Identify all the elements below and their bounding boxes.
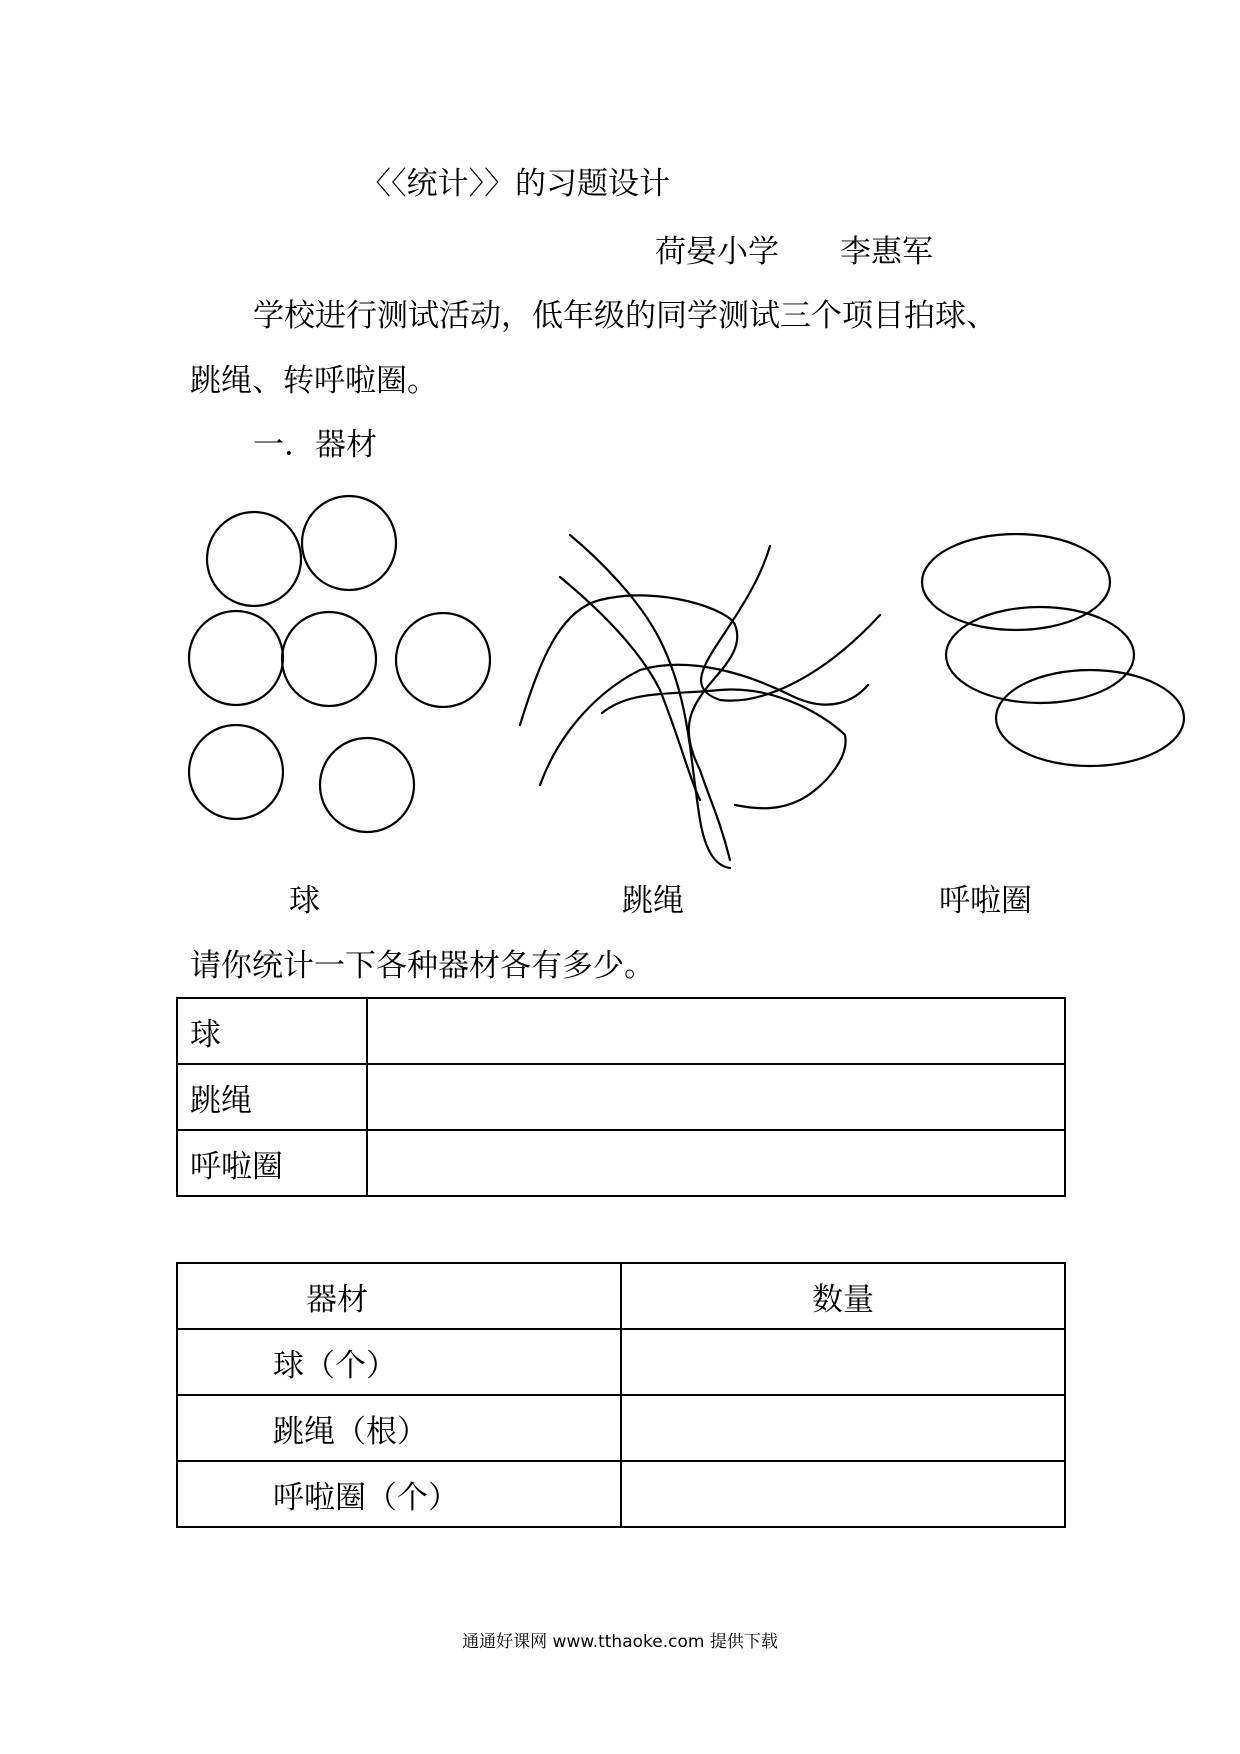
ball-drawing [396,613,490,707]
page-title: 〈〈统计〉〉的习题设计 [360,166,670,202]
row-label: 呼啦圈（个） [177,1461,621,1527]
caption-jump-rope: 跳绳 [622,883,684,919]
ball-drawing [189,611,283,705]
tally-table [176,997,1066,1197]
row-label: 球（个） [177,1329,621,1395]
hoop-drawing [996,670,1184,766]
ball-drawing [302,496,396,590]
row-label: 跳绳（根） [177,1395,621,1461]
answer-cell[interactable] [621,1395,1065,1461]
count-table [176,1262,1066,1528]
rope-drawing [701,546,880,701]
column-header-quantity: 数量 [621,1263,1065,1329]
answer-cell[interactable] [367,1130,1065,1196]
question-prompt: 请你统计一下各种器材各有多少。 [190,948,655,984]
rope-drawing [602,690,846,809]
table-row [177,1130,1065,1196]
ball-drawing [320,738,414,832]
answer-cell[interactable] [367,1064,1065,1130]
table-row [177,998,1065,1064]
hoop-drawing [946,607,1134,703]
caption-hula-hoop: 呼啦圈 [939,883,1032,919]
caption-ball: 球 [289,883,320,919]
row-label: 球 [177,998,367,1064]
row-label: 呼啦圈 [177,1130,367,1196]
ball-drawing [189,725,283,819]
answer-cell[interactable] [367,998,1065,1064]
column-header-equipment: 器材 [177,1263,621,1329]
table-row [177,1329,1065,1395]
table-row [177,1395,1065,1461]
table-row [177,1064,1065,1130]
hoop-drawing [922,534,1110,630]
author-name: 李惠军 [840,234,933,270]
ball-drawing [282,612,376,706]
intro-paragraph-line1: 学校进行测试活动，低年级的同学测试三个项目拍球、 [253,298,997,334]
ropes-group [520,535,880,868]
page-footer: 通通好课网 www.tthaoke.com 提供下载 [462,1632,778,1652]
table-header-row [177,1263,1065,1329]
rope-drawing [540,665,868,785]
author-school: 荷晏小学 [655,234,779,270]
section-heading-equipment: 一．器材 [253,427,377,463]
row-label: 跳绳 [177,1064,367,1130]
answer-cell[interactable] [621,1461,1065,1527]
answer-cell[interactable] [621,1329,1065,1395]
balls-group [189,496,490,832]
hoops-group [922,534,1184,766]
rope-drawing [520,595,737,860]
intro-paragraph-line2: 跳绳、转呼啦圈。 [190,363,438,399]
table-row [177,1461,1065,1527]
ball-drawing [207,512,301,606]
